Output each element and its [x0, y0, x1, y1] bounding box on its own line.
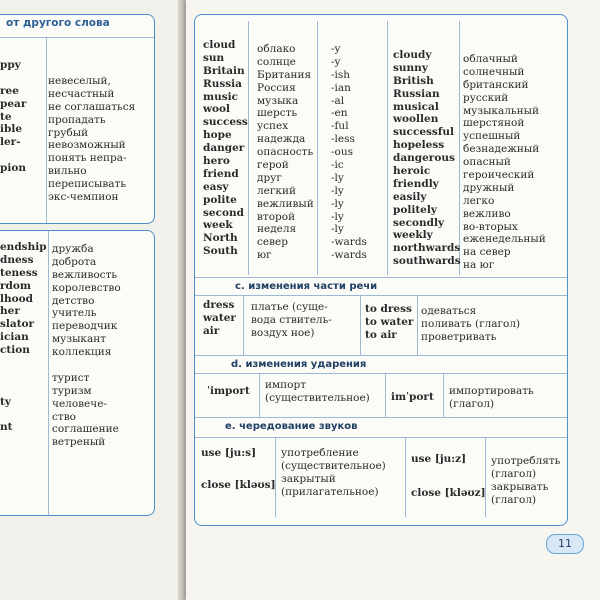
list-item: грубый [48, 126, 89, 139]
list-item [0, 383, 47, 396]
table-cell: употреблять [491, 455, 561, 467]
table-cell: dress [203, 299, 235, 311]
table-cell: -ly [331, 210, 344, 223]
table-cell: поливать (глагол) [421, 317, 521, 330]
table-cell: британский [463, 78, 529, 91]
table-cell: second [203, 206, 244, 219]
table-cell: water [203, 311, 236, 324]
list-item: человече- [52, 397, 107, 410]
section-e-left-translations [281, 447, 386, 499]
table-cell: air [203, 324, 220, 337]
table-cell: неделя [257, 223, 297, 236]
table-cell: успех [257, 120, 289, 133]
table-cell: -wards [331, 249, 367, 262]
table-cell: опасность [257, 146, 314, 159]
divider [405, 437, 406, 517]
list-item: переписывать [48, 178, 127, 191]
list-item: pear [0, 97, 27, 110]
table-cell: week [203, 219, 233, 232]
table-cell: солнце [257, 55, 296, 68]
table-cell: easy [203, 180, 229, 193]
table-cell: politely [393, 203, 437, 216]
table-cell: надежда [257, 133, 306, 146]
table-cell: успешный [463, 130, 521, 143]
table-cell: musical [393, 100, 439, 113]
list-item [0, 357, 47, 370]
section-e-title: e. чередование звуков [225, 421, 358, 432]
list-item: nt [0, 421, 13, 434]
table-cell: (глагол) [491, 493, 537, 506]
left-box1-translations [48, 75, 135, 204]
table-cell: to dress [365, 303, 412, 315]
page-number: 11 [546, 534, 584, 554]
divider [360, 295, 361, 355]
list-item: ство [52, 410, 76, 423]
table-cell: hopeless [393, 139, 445, 152]
divider [385, 373, 386, 417]
table-cell: music [203, 90, 239, 103]
table-cell: -ly [331, 197, 344, 210]
table-cell: -ly [331, 223, 344, 236]
section-c-title: c. изменения части речи [235, 281, 378, 292]
use-verb: use [ju:z] [411, 453, 467, 465]
table-cell: Britain [203, 64, 245, 77]
table-cell: danger [203, 142, 245, 155]
table-cell: еженедельный [463, 233, 546, 246]
table-cell: шерстяной [463, 117, 525, 130]
list-item [52, 359, 121, 372]
table-cell: вода ствитель- [251, 313, 332, 326]
divider [243, 295, 244, 355]
list-item [0, 370, 47, 383]
list-item [0, 409, 47, 422]
close-adjective: close [kləʊs] [201, 479, 276, 491]
import-noun-translation [265, 379, 370, 405]
list-item: коллекция [52, 346, 112, 359]
table-cell: wool [203, 103, 231, 116]
table-cell: success [203, 116, 248, 129]
divider [275, 437, 276, 517]
list-item: дружба [52, 243, 94, 255]
table-cell: -y [331, 43, 341, 55]
table-cell: закрывать [491, 480, 549, 493]
list-item: ветреный [52, 436, 106, 449]
table-cell: на юг [463, 259, 495, 272]
base-translations-column [257, 43, 314, 262]
table-cell: облако [257, 43, 296, 55]
list-item: rdom [0, 279, 31, 292]
table-cell: -less [331, 133, 355, 146]
list-item [0, 149, 26, 162]
table-cell: Russian [393, 87, 440, 100]
list-item: переводчик [52, 320, 118, 333]
table-cell: Russia [203, 77, 242, 90]
list-item: dness [0, 253, 34, 266]
table-cell: (существительное) [281, 459, 386, 472]
suffix-column [331, 43, 367, 262]
table-cell: cloudy [393, 49, 432, 61]
divider [417, 295, 418, 355]
table-cell: дружный [463, 181, 515, 194]
left-box2-translations [52, 243, 121, 449]
list-item: турист [52, 371, 90, 384]
table-cell: безнадежный [463, 143, 540, 156]
list-item: teness [0, 266, 38, 279]
table-cell: юг [257, 249, 272, 262]
divider [195, 295, 567, 296]
list-item: пропадать [48, 113, 106, 126]
rules-box [194, 14, 568, 526]
close-verb: close [kləʊz] [411, 487, 486, 499]
list-item: ician [0, 331, 29, 344]
table-cell: -ly [331, 171, 344, 184]
table-cell: cloud [203, 39, 236, 51]
table-cell: русский [463, 91, 509, 104]
divider [387, 21, 388, 275]
table-cell: -ian [331, 81, 351, 94]
table-cell: на север [463, 246, 511, 259]
divider [248, 21, 249, 275]
table-cell: проветривать [421, 330, 497, 343]
table-cell: to air [365, 328, 397, 341]
table-cell: герой [257, 159, 289, 172]
list-item: королевство [52, 281, 121, 294]
list-item: endship [0, 241, 47, 253]
list-item: несчастный [48, 87, 115, 100]
table-cell: (глагол) [491, 467, 537, 480]
table-cell: (глагол) [449, 397, 495, 410]
table-cell: North [203, 232, 238, 245]
list-item: соглашение [52, 423, 119, 436]
list-item: музыкант [52, 333, 107, 346]
table-cell: friend [203, 167, 239, 180]
table-cell: -en [331, 107, 348, 120]
list-item: вежливость [52, 268, 118, 281]
table-cell: -ous [331, 146, 354, 159]
left-header: от другого слова [6, 17, 110, 29]
table-cell: музыка [257, 94, 299, 107]
list-item: невеселый, [48, 75, 111, 87]
list-item: slator [0, 318, 35, 331]
table-cell: -y [331, 55, 341, 68]
list-item: невозможный [48, 139, 126, 152]
list-item: экс-чемпион [48, 191, 119, 204]
section-c-verbs [365, 303, 413, 342]
list-item: ction [0, 344, 30, 357]
left-page [0, 0, 184, 600]
table-cell: второй [257, 210, 296, 223]
import-verb-translation [449, 385, 534, 411]
table-cell: -ful [331, 120, 349, 133]
table-cell: солнечный [463, 65, 525, 78]
list-item: pion [0, 162, 26, 175]
list-item: ible [0, 123, 22, 136]
table-cell: вежливый [257, 197, 314, 210]
list-item: вильно [48, 165, 87, 178]
table-cell: weekly [393, 229, 433, 242]
table-cell: sunny [393, 61, 428, 74]
table-cell: southwards [393, 255, 461, 268]
import-noun: ˈimport [207, 385, 250, 397]
table-cell: Британия [257, 68, 312, 81]
table-cell: закрытый [281, 472, 336, 485]
divider [0, 37, 154, 38]
table-cell: sun [203, 51, 225, 64]
table-cell: (существительное) [265, 391, 370, 404]
list-item: ree [0, 84, 19, 97]
import-verb: imˈport [391, 391, 434, 403]
section-c-verb-translations [421, 305, 520, 344]
divider [195, 277, 567, 278]
list-item: понять непра- [48, 152, 127, 165]
table-cell: опасный [463, 156, 511, 169]
table-cell: dangerous [393, 152, 455, 165]
base-words-column [203, 39, 248, 258]
divider [195, 417, 567, 418]
table-cell: друг [257, 171, 282, 184]
divider [46, 37, 47, 223]
table-cell: friendly [393, 177, 439, 190]
divider [48, 231, 49, 515]
table-cell: woollen [393, 113, 439, 126]
table-cell: шерсть [257, 107, 298, 120]
left-box-1 [0, 14, 155, 224]
derived-translations-column [463, 53, 546, 272]
table-cell: South [203, 245, 238, 258]
divider [317, 21, 318, 275]
table-cell: одеваться [421, 305, 477, 317]
table-cell: облачный [463, 53, 518, 65]
table-cell: легко [463, 194, 495, 207]
divider [485, 437, 486, 517]
list-item: не соглашаться [48, 100, 136, 113]
table-cell: to water [365, 315, 414, 328]
table-cell: север [257, 236, 288, 249]
list-item [0, 72, 26, 85]
table-cell: -al [331, 94, 345, 107]
table-cell: heroic [393, 165, 431, 178]
table-cell: British [393, 74, 434, 87]
table-cell: -ly [331, 184, 344, 197]
table-cell: употребление [281, 447, 359, 459]
table-cell: -ish [331, 68, 351, 81]
divider [259, 373, 260, 417]
table-cell: платье (суще- [251, 301, 328, 313]
left-box-2 [0, 230, 155, 516]
list-item: lhood [0, 292, 33, 305]
list-item: ty [0, 395, 11, 408]
list-item: учитель [52, 307, 97, 320]
table-cell: successful [393, 126, 454, 139]
table-cell: northwards [393, 242, 461, 255]
section-c-noun-translations [251, 301, 332, 340]
table-cell: героический [463, 169, 535, 182]
table-cell: polite [203, 193, 237, 206]
left-box2-words [0, 241, 47, 434]
divider [195, 437, 567, 438]
left-box1-words [0, 59, 26, 175]
list-item: туризм [52, 384, 92, 397]
table-cell: (прилагательное) [281, 485, 379, 498]
list-item: te [0, 110, 12, 123]
table-cell: легкий [257, 184, 296, 197]
section-c-nouns [203, 299, 236, 338]
table-cell: музыкальный [463, 104, 539, 117]
table-cell: secondly [393, 216, 445, 229]
right-page [186, 0, 600, 600]
list-item: доброта [52, 255, 97, 268]
list-item: ler- [0, 136, 21, 149]
table-cell: -wards [331, 236, 367, 249]
divider [195, 373, 567, 374]
divider [443, 373, 444, 417]
section-d-title: d. изменения ударения [231, 359, 367, 370]
use-noun: use [ju:s] [201, 447, 257, 459]
table-cell: воздух ное) [251, 326, 315, 339]
table-cell: импортировать [449, 385, 534, 397]
section-e-right-translations [491, 455, 560, 507]
list-item: детство [52, 294, 95, 307]
derived-words-column [393, 49, 461, 268]
list-item: ppy [0, 59, 21, 71]
table-cell: Россия [257, 81, 296, 94]
table-cell: импорт [265, 379, 307, 391]
table-cell: во-вторых [463, 220, 518, 233]
table-cell: hero [203, 155, 230, 168]
table-cell: easily [393, 190, 427, 203]
divider [195, 355, 567, 356]
table-cell: hope [203, 129, 232, 142]
table-cell: -ic [331, 159, 344, 172]
list-item: her [0, 305, 20, 318]
table-cell: вежливо [463, 207, 511, 220]
